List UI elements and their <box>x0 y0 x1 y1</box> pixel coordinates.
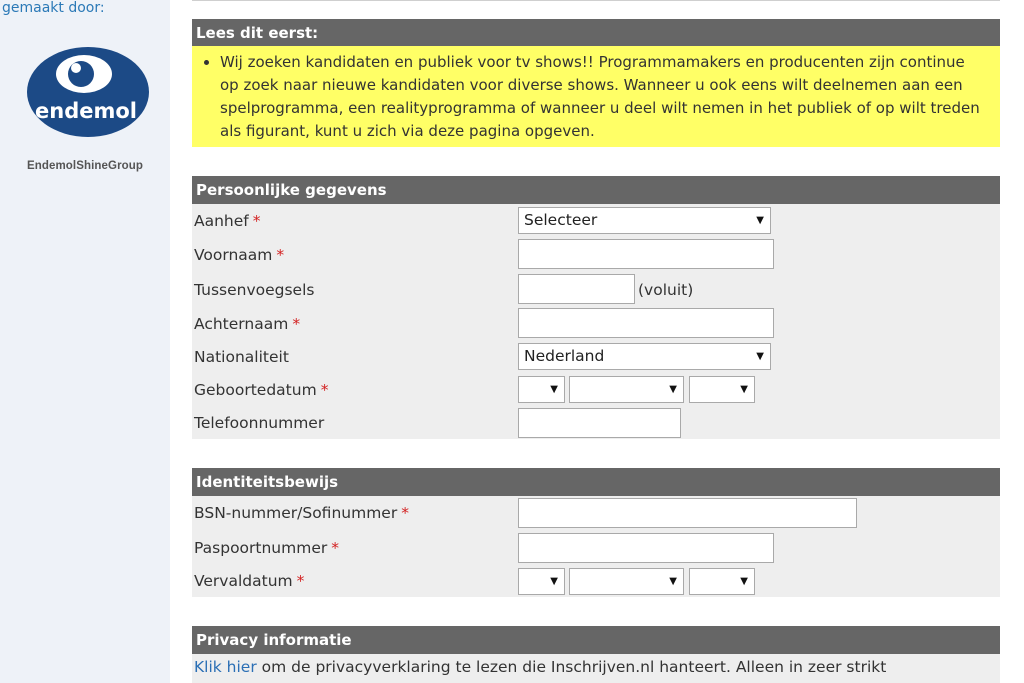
privacy-text: Klik hier om de privacyverklaring te lezen die Inschrijven.nl hanteert. Alleen in zeer strikt <box>194 658 887 676</box>
geboortedatum-month-select[interactable] <box>569 376 684 403</box>
voornaam-input[interactable] <box>518 239 774 269</box>
chevron-down-icon: ▼ <box>550 384 558 395</box>
paspoort-label: Paspoortnummer * <box>194 539 339 557</box>
personal-section-title: Persoonlijke gegevens <box>192 176 1000 204</box>
notice-text: • Wij zoeken kandidaten en publiek voor tv shows!! Programmamakers en producenten zijn continue op zoek naar nieuwe kandidaten voor diverse shows. Wanneer u ook eens wilt deelnemen aan een spelprogramma, een realityprogramma of wanneer u deel wilt nemen in het publiek of op wilt treden als figurant, kunt u zich via deze pagina opgeven. <box>220 51 986 143</box>
group-name: EndemolShineGroup <box>26 160 144 172</box>
required-marker: * <box>401 504 409 522</box>
telefoon-label: Telefoonnummer <box>194 414 325 432</box>
sidebar <box>0 0 170 683</box>
nationaliteit-select[interactable]: Nederland ▼ <box>518 343 771 370</box>
geboortedatum-label: Geboortedatum * <box>194 381 329 399</box>
tussenvoegsels-input[interactable] <box>518 274 635 304</box>
achternaam-label: Achternaam * <box>194 315 301 333</box>
chevron-down-icon: ▼ <box>756 215 764 226</box>
achternaam-input[interactable] <box>518 308 774 338</box>
chevron-down-icon: ▼ <box>669 576 677 587</box>
required-marker: * <box>331 539 339 557</box>
paspoort-input[interactable] <box>518 533 774 563</box>
bsn-input[interactable] <box>518 498 857 528</box>
vervaldatum-label: Vervaldatum * <box>194 572 305 590</box>
divider <box>192 0 1000 1</box>
required-marker: * <box>320 381 329 399</box>
vervaldatum-year-select[interactable] <box>689 568 755 595</box>
made-by-label: gemaakt door: <box>2 0 105 16</box>
chevron-down-icon: ▼ <box>740 384 748 395</box>
aanhef-select[interactable]: Selecteer ▼ <box>518 207 771 234</box>
geboortedatum-day-select[interactable] <box>518 376 565 403</box>
required-marker: * <box>292 315 301 333</box>
chevron-down-icon: ▼ <box>550 576 558 587</box>
geboortedatum-year-select[interactable] <box>689 376 755 403</box>
endemol-logo <box>26 46 150 138</box>
privacy-link[interactable]: Klik hier <box>194 658 257 676</box>
identity-section-title: Identiteitsbewijs <box>192 468 1000 496</box>
nationaliteit-label: Nationaliteit <box>194 348 289 366</box>
vervaldatum-month-select[interactable] <box>569 568 684 595</box>
chevron-down-icon: ▼ <box>756 351 764 362</box>
required-marker: * <box>252 212 261 230</box>
privacy-section-title: Privacy informatie <box>192 626 1000 654</box>
bsn-label: BSN-nummer/Sofinummer * <box>194 504 409 522</box>
voornaam-label: Voornaam * <box>194 246 285 264</box>
tussenvoegsels-note: (voluit) <box>638 281 694 299</box>
aanhef-label: Aanhef * <box>194 212 261 230</box>
telefoon-input[interactable] <box>518 408 681 438</box>
required-marker: * <box>296 572 305 590</box>
chevron-down-icon: ▼ <box>740 576 748 587</box>
chevron-down-icon: ▼ <box>669 384 677 395</box>
logo-text: endemol <box>35 99 137 123</box>
notice-box <box>192 46 1000 147</box>
notice-title: Lees dit eerst: <box>192 19 1000 47</box>
vervaldatum-day-select[interactable] <box>518 568 565 595</box>
tussenvoegsels-label: Tussenvoegsels <box>194 281 315 299</box>
required-marker: * <box>276 246 285 264</box>
